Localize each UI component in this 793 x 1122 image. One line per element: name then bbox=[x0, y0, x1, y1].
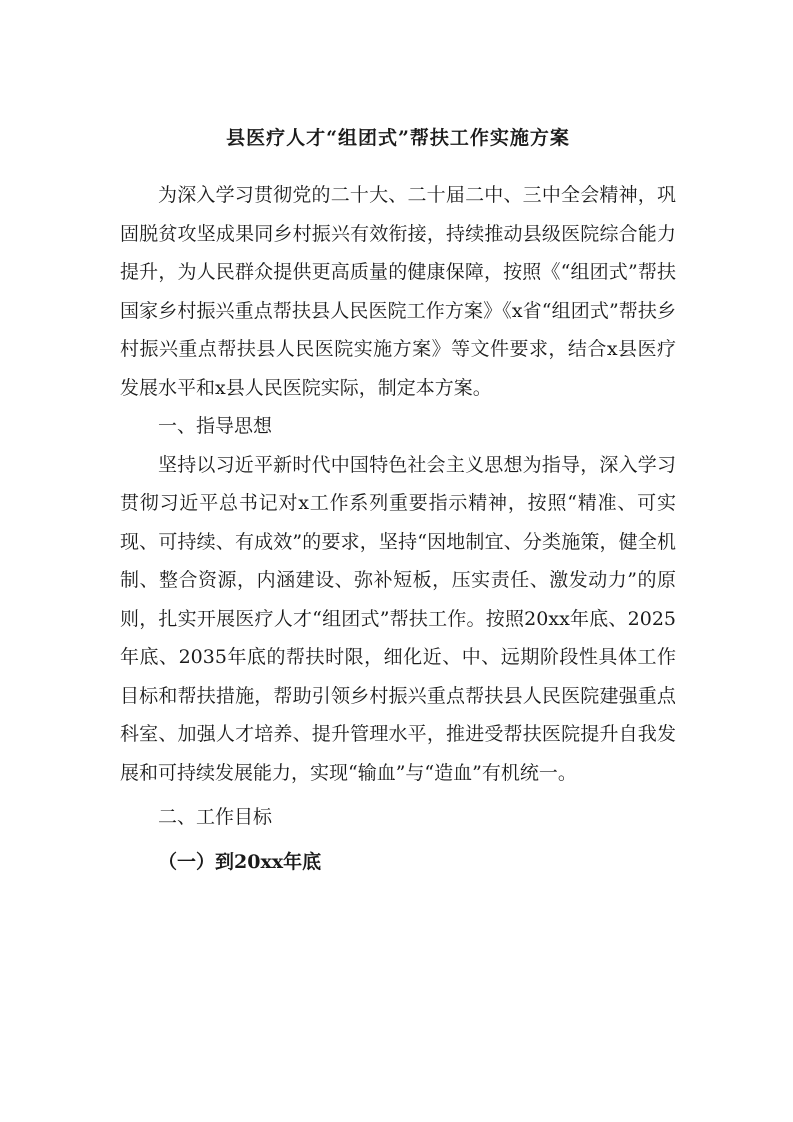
intro-paragraph: 为深入学习贯彻党的二十大、二十届二中、三中全会精神，巩固脱贫攻坚成果同乡村振兴有效衔接，持续推动县级医院综合能力提升，为人民群众提供更高质量的健康保障，按照《“组团式”帮扶国家乡村振兴重点帮扶县人民医院工作方案》《x省“组团式”帮扶乡村振兴重点帮扶县人民医院实施方案》等文件要求，结合x县医疗发展水平和x县人民医院实际，制定本方案。 bbox=[120, 184, 676, 399]
guiding-ideology-paragraph: 坚持以习近平新时代中国特色社会主义思想为指导，深入学习贯彻习近平总书记对x工作系列重要指示精神，按照“精准、可实现、可持续、有成效”的要求，坚持“因地制宜、分类施策，健全机制、整合资源，内涵建设、弥补短板，压实责任、激发动力”的原则，扎实开展医疗人才“组团式”帮扶工作。按照20xx年底、2025年底、2035年底的帮扶时限，细化近、中、远期阶段性具体工作目标和帮扶措施，帮助引领乡村振兴重点帮扶县人民医院建强重点科室、加强人才培养、提升管理水平，推进受帮扶医院提升自我发展和可持续发展能力，实现“输血”与“造血”有机统一。 bbox=[120, 453, 676, 784]
subheading-by-20xx: （一）到20xx年底 bbox=[158, 850, 322, 873]
section-heading-guiding-ideology: 一、指导思想 bbox=[158, 415, 273, 437]
section-heading-work-goals: 二、工作目标 bbox=[158, 806, 273, 828]
document-title: 县医疗人才“组团式”帮扶工作实施方案 bbox=[226, 127, 570, 149]
document-body bbox=[120, 118, 676, 881]
